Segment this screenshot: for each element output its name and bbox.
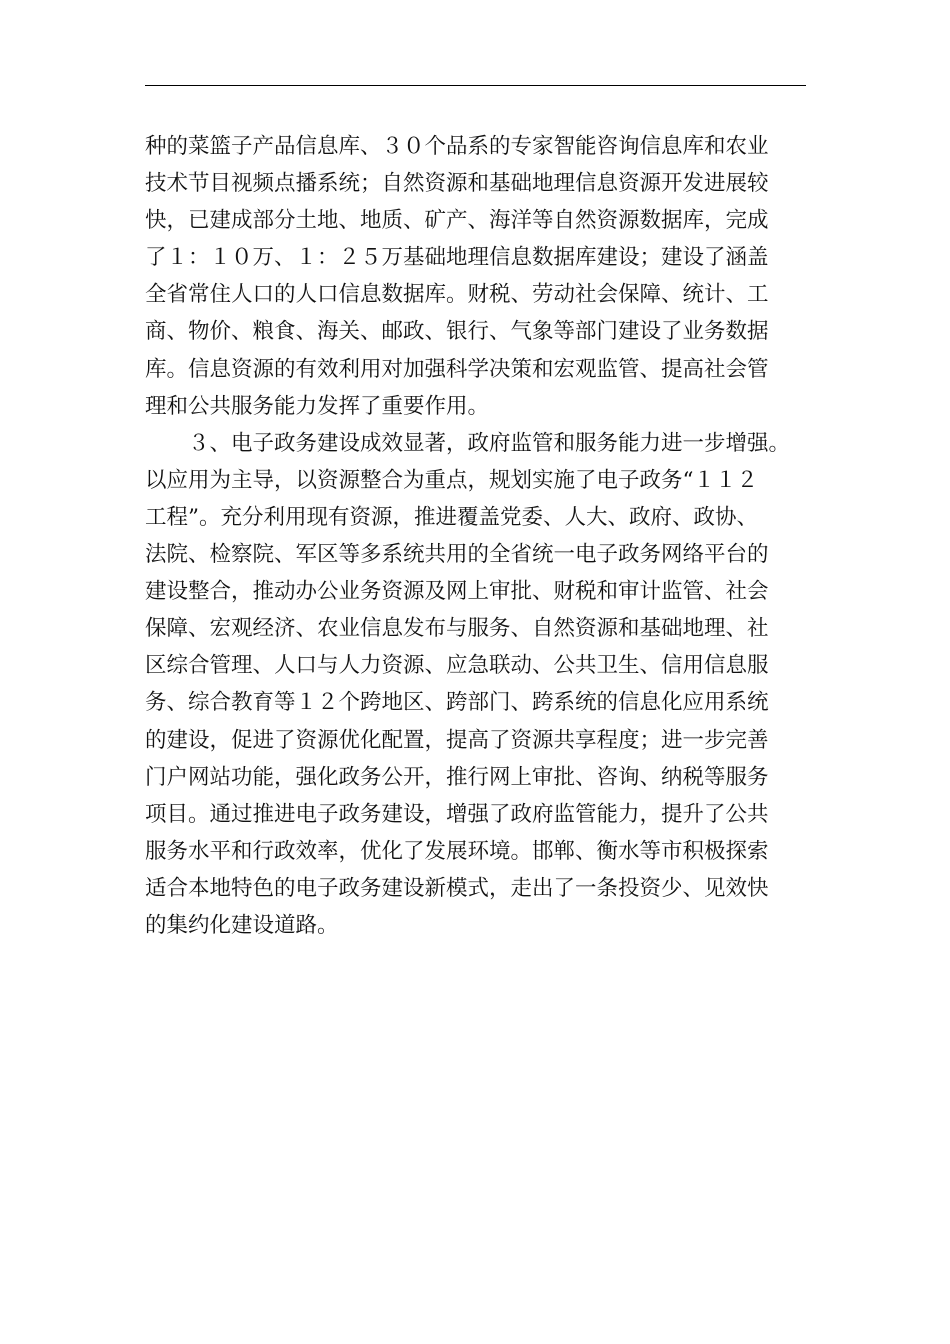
text-line: 库。信息资源的有效利用对加强科学决策和宏观监管、提高社会管 [145,356,769,382]
text-line: 务、综合教育等１２个跨地区、跨部门、跨系统的信息化应用系统 [145,690,769,716]
header-rule [145,85,806,86]
text-line: 工程”。充分利用现有资源，推进覆盖党委、人大、政府、政协、 [145,504,758,530]
text-line: 理和公共服务能力发挥了重要作用。 [145,393,490,419]
text-line: 的建设，促进了资源优化配置，提高了资源共享程度；进一步完善 [145,727,769,753]
text-line: 以应用为主导，以资源整合为重点，规划实施了电子政务“１１２ [145,467,758,493]
text-line: 服务水平和行政效率，优化了发展环境。邯郸、衡水等市积极探索 [145,838,769,864]
body-text [145,128,806,944]
text-line: 的集约化建设道路。 [145,912,339,938]
text-line-first: ３、电子政务建设成效显著，政府监管和服务能力进一步增强。 [188,430,791,456]
text-line: 种的菜篮子产品信息库、３０个品系的专家智能咨询信息库和农业 [145,134,769,159]
text-line: 项目。通过推进电子政务建设，增强了政府监管能力，提升了公共 [145,801,769,827]
text-line: 快，已建成部分土地、地质、矿产、海洋等自然资源数据库，完成 [145,208,769,234]
text-line: 建设整合，推动办公业务资源及网上审批、财税和审计监管、社会 [145,579,769,605]
text-line: 商、物价、粮食、海关、邮政、银行、气象等部门建设了业务数据 [145,319,769,345]
paragraph-2 [145,425,806,944]
paragraph-1 [145,128,806,425]
text-line: 门户网站功能，强化政务公开，推行网上审批、咨询、纳税等服务 [145,764,769,790]
text-line: 保障、宏观经济、农业信息发布与服务、自然资源和基础地理、社 [145,616,769,642]
text-line: 区综合管理、人口与人力资源、应急联动、公共卫生、信用信息服 [145,653,769,679]
text-line: 了１：１０万、１：２５万基础地理信息数据库建设；建设了涵盖 [145,245,769,271]
text-line: 适合本地特色的电子政务建设新模式，走出了一条投资少、见效快 [145,875,769,901]
text-line: 全省常住人口的人口信息数据库。财税、劳动社会保障、统计、工 [145,282,769,308]
text-line: 法院、检察院、军区等多系统共用的全省统一电子政务网络平台的 [145,542,769,568]
text-line: 技术节目视频点播系统；自然资源和基础地理信息资源开发进展较 [145,171,769,197]
